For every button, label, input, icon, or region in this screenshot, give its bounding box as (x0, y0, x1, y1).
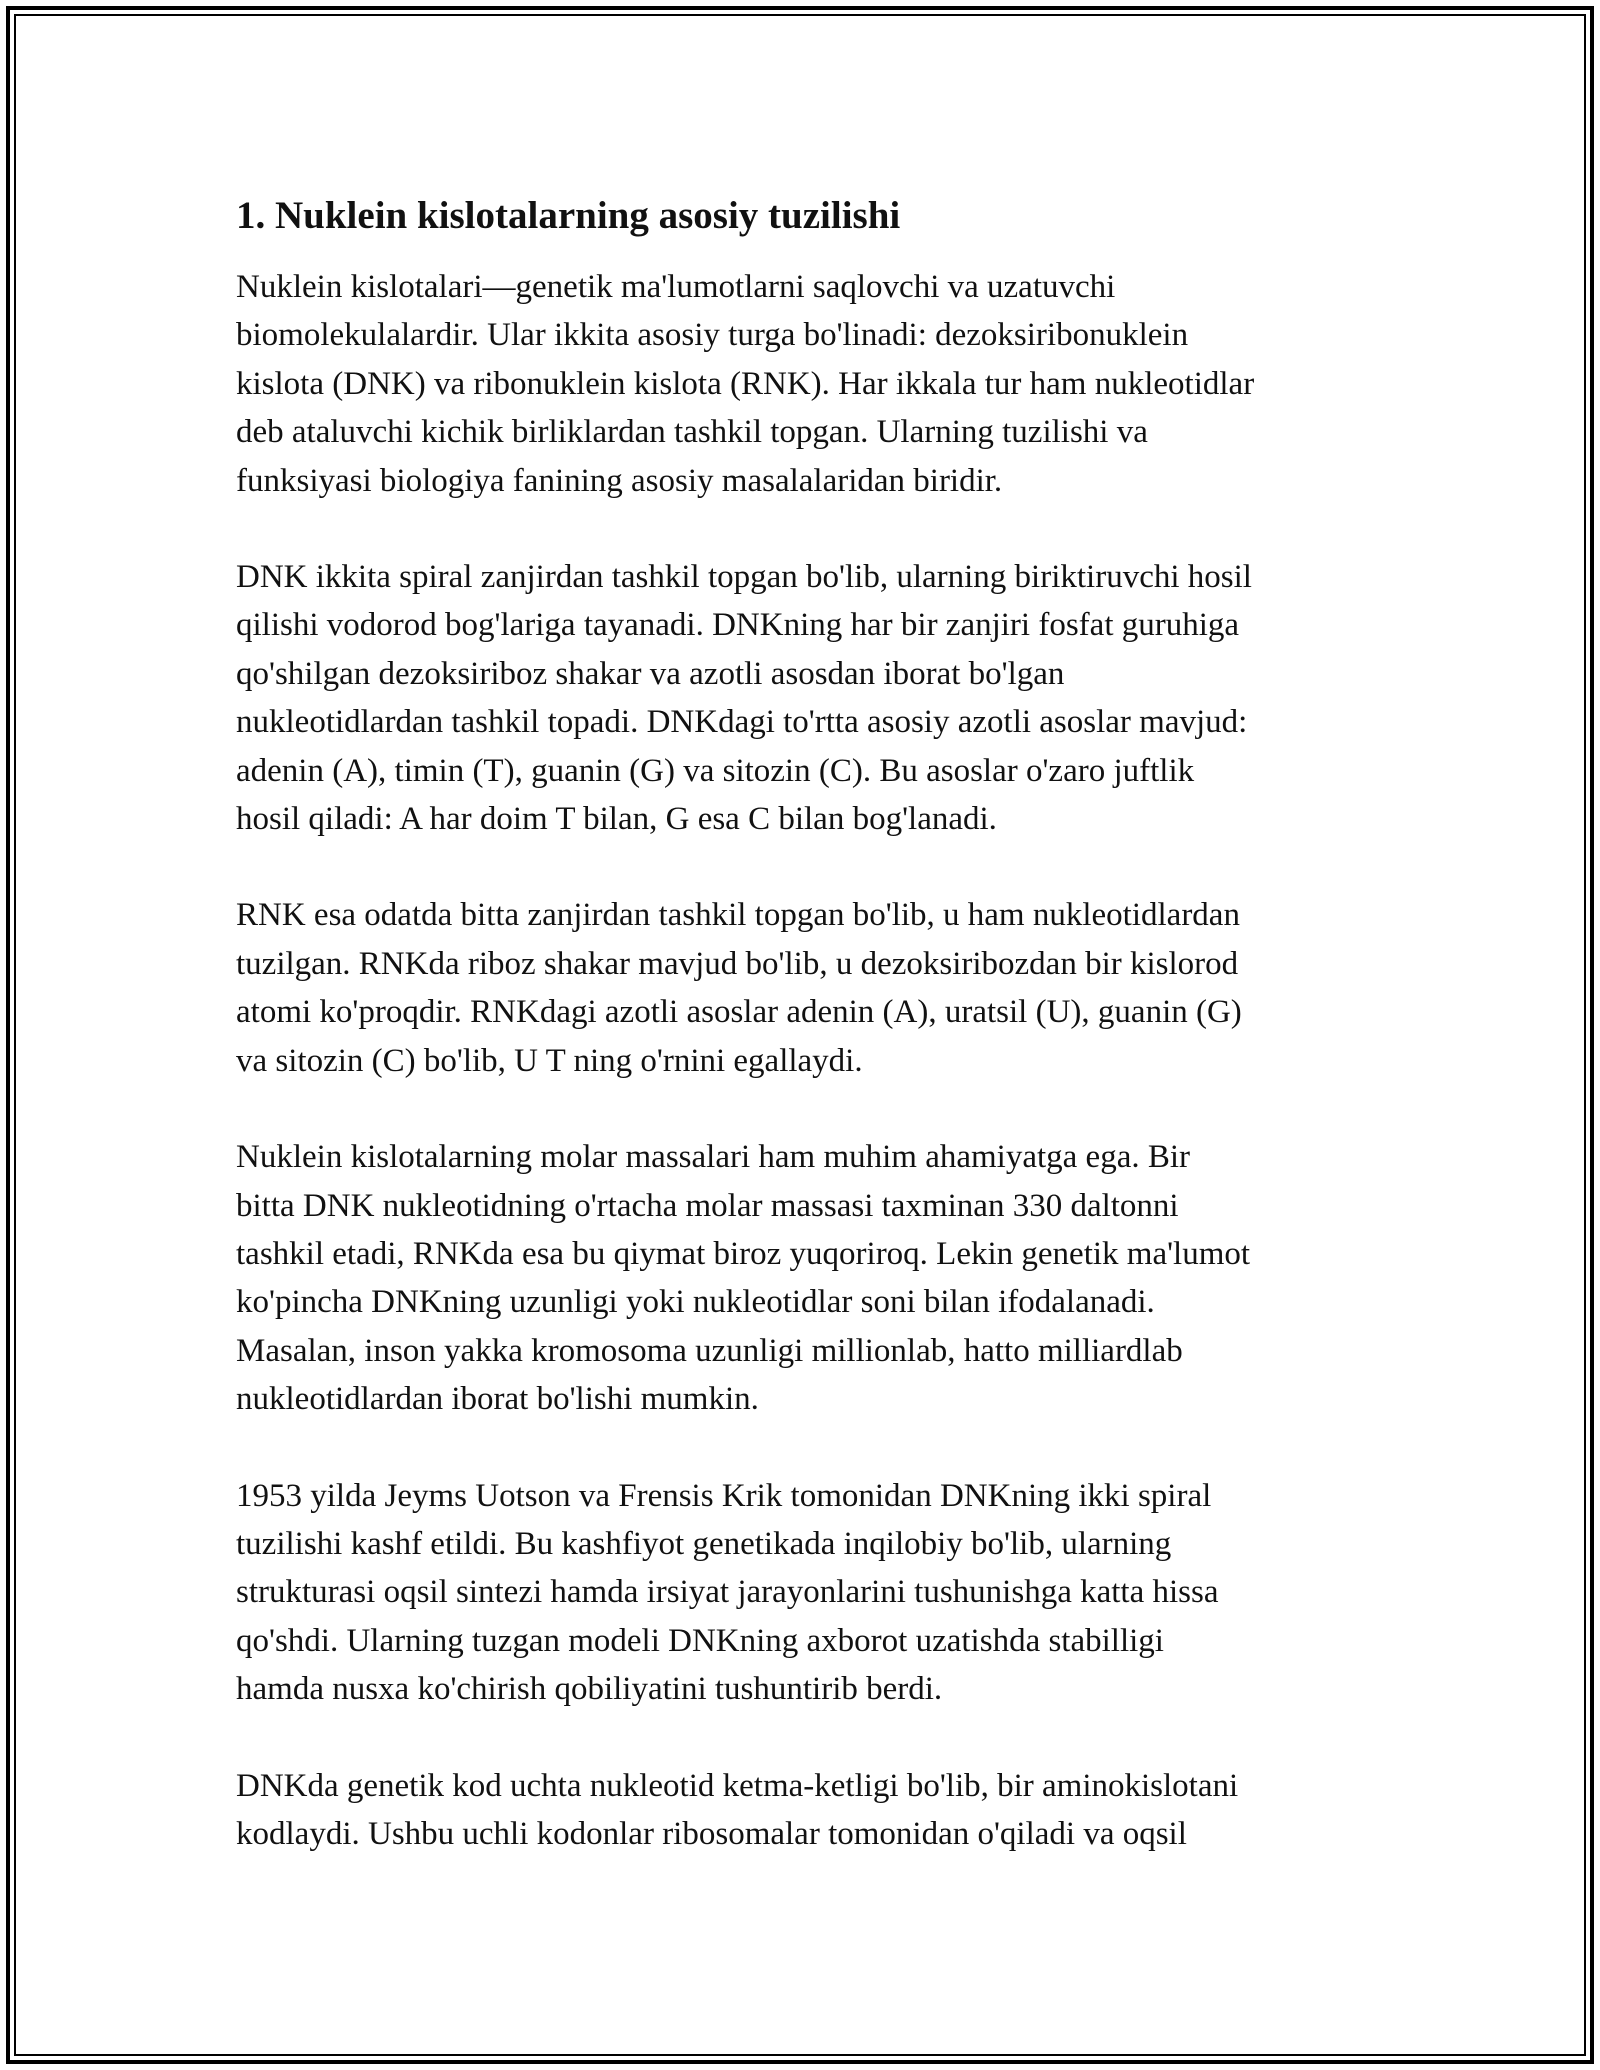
text-line: tuzilgan. RNKda riboz shakar mavjud bo'lib, u dezoksiribozdan bir kislorod (236, 945, 1239, 982)
document-body (236, 186, 1376, 1906)
section-heading: 1. Nuklein kislotalarning asosiy tuzilishi (236, 194, 901, 237)
text-line: qo'shdi. Ularning tuzgan modeli DNKning axborot uzatishda stabilligi (236, 1622, 1164, 1659)
text-line: hosil qiladi: A har doim T bilan, G esa C bilan bog'lanadi. (236, 801, 997, 838)
paragraph-rnk-structure (236, 891, 1376, 1085)
text-line: Nuklein kislotalarning molar massalari ham muhim ahamiyatga ega. Bir (236, 1139, 1191, 1176)
text-line: atomi ko'proqdir. RNKdagi azotli asoslar adenin (A), uratsil (U), guanin (G) (236, 994, 1242, 1031)
text-line: deb ataluvchi kichik birliklardan tashkil topgan. Ularning tuzilishi va (236, 414, 1148, 451)
text-line: tashkil etadi, RNKda esa bu qiymat biroz yuqoriroq. Lekin genetik ma'lumot (236, 1235, 1251, 1272)
paragraph-dnk-structure (236, 553, 1376, 843)
text-line: kislota (DNK) va ribonuklein kislota (RNK). Har ikkala tur ham nukleotidlar (236, 365, 1255, 402)
paragraph-genetic-code (236, 1762, 1376, 1859)
text-line: strukturasi oqsil sintezi hamda irsiyat jarayonlarini tushunishga katta hissa (236, 1574, 1219, 1611)
text-line: kodlaydi. Ushbu uchli kodonlar ribosomalar tomonidan o'qiladi va oqsil (236, 1815, 1187, 1852)
text-line: RNK esa odatda bitta zanjirdan tashkil topgan bo'lib, u ham nukleotidlardan (236, 897, 1240, 934)
text-line: qilishi vodorod bog'lariga tayanadi. DNKning har bir zanjiri fosfat guruhiga (236, 607, 1240, 644)
text-line: ko'pincha DNKning uzunligi yoki nukleotidlar soni bilan ifodalanadi. (236, 1284, 1155, 1321)
text-line: DNK ikkita spiral zanjirdan tashkil topgan bo'lib, ularning biriktiruvchi hosil (236, 559, 1252, 596)
text-line: nukleotidlardan iborat bo'lishi mumkin. (236, 1381, 759, 1418)
text-line: nukleotidlardan tashkil topadi. DNKdagi to'rtta asosiy azotli asoslar mavjud: (236, 704, 1248, 741)
text-line: qo'shilgan dezoksiriboz shakar va azotli asosdan iborat bo'lgan (236, 655, 1065, 692)
text-line: adenin (A), timin (T), guanin (G) va sitozin (C). Bu asoslar o'zaro juftlik (236, 752, 1195, 789)
paragraph-intro (236, 263, 1376, 505)
text-line: funksiyasi biologiya fanining asosiy masalalaridan biridir. (236, 462, 1003, 499)
text-line: tuzilishi kashf etildi. Bu kashfiyot genetikada inqilobiy bo'lib, ularning (236, 1525, 1172, 1562)
text-line: 1953 yilda Jeyms Uotson va Frensis Krik tomonidan DNKning ikki spiral (236, 1477, 1212, 1514)
text-line: Nuklein kislotalari—genetik ma'lumotlarni saqlovchi va uzatuvchi (236, 269, 1116, 305)
text-line: Masalan, inson yakka kromosoma uzunligi millionlab, hatto milliardlab (236, 1332, 1183, 1369)
text-line: hamda nusxa ko'chirish qobiliyatini tushuntirib berdi. (236, 1671, 943, 1708)
text-line: DNKda genetik kod uchta nukleotid ketma-ketligi bo'lib, bir aminokislotani (236, 1767, 1239, 1804)
text-line: biomolekulalardir. Ular ikkita asosiy turga bo'linadi: dezoksiribonuklein (236, 317, 1189, 354)
text-line: va sitozin (C) bo'lib, U T ning o'rnini egallaydi. (236, 1042, 863, 1079)
text-line: bitta DNK nukleotidning o'rtacha molar massasi taxminan 330 daltonni (236, 1187, 1179, 1224)
paragraph-molar-mass (236, 1133, 1376, 1423)
paragraph-history (236, 1472, 1376, 1714)
